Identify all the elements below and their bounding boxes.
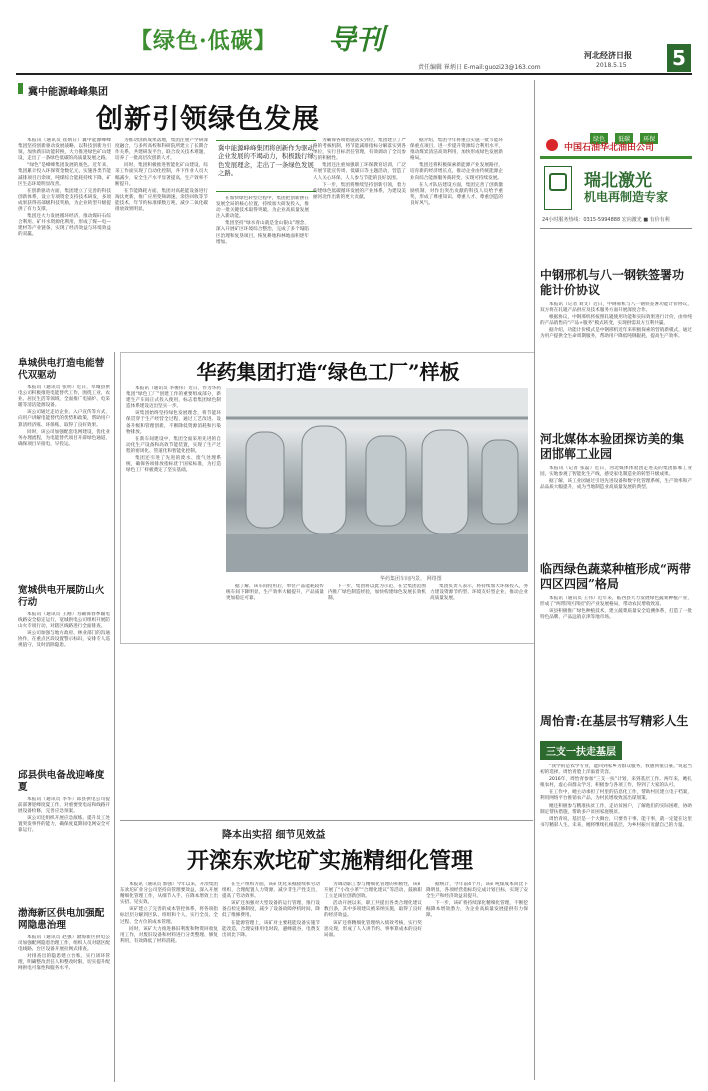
right-article-2-body: 本报讯（记者 张磊）近日，河北媒体体验团走进美的集团邯郸工业园，实地参观了智能化生产线，感受家电制造业的转型升级成果。 据了解，该工业园通过引进先进设备和数字化管理系统，生产效率和产品品质大幅提升，成为当地制造业高质量发展的典型。 [540,466,692,491]
masthead [0,0,708,80]
ad-tag: 环保 [640,133,658,144]
right-article-5-body: “我学的是农学专业，能回到家乡为群众服务，我感到很自豪。”说起当初的选择，周怡青脸上洋溢着笑容。 2016年，周怡青参加“三支一扶”计划，来到基层工作。两年来，她扎根农村，虚心向群众学习，积极参与各项工作，得到了大家的认可。 在工作中，她主动承担了村里的信息化工作，帮助村民建立电子档案，利用网络平台推销农产品，为村民增收致富出谋划策。 她还积极参与精准扶贫工作，走访贫困户，了解他们的实际困难，协助制定帮扶措施，帮助多户贫困家庭脱贫。 周怡青说，基层是一个大舞台，只要肯干事、能干事，就一定能在这里书写精彩人生。未来，她将继续扎根基层，为乡村振兴贡献自己的力量。 [540,764,692,828]
factory-body-4: 集团负责人表示，将持续加大环保投入，努力建设资源节约型、环境友好型企业，推动企业高质量发展。 [430,584,528,602]
ad-contact: 24小时服务热线：0315-5994888 宏向激光 ■ 有价有利 [542,217,670,223]
left-article-3-body: 本报讯（通讯员 李华）邱县供电公司提前部署迎峰度夏工作，对重要变电站和线路开展设备检修，完善应急预案。 该公司还组织开展应急演练，提升员工处置突发事件的能力，确保度夏期间电网安全可靠运行。 [18,797,110,834]
pullquote-text: 冀中能源峰峰集团将创新作为驱动企业发展的不竭动力，积极践行绿色发展理念，走出了一条绿色发展之路。 [218,144,314,178]
kicker-bar [18,83,23,94]
editor-line: 责任编辑 崔炳日 E-mail:guozi23@163.com [418,64,541,71]
left-divider [114,352,115,1082]
factory-photo-art [226,388,528,572]
ad-tag: 绿色 [590,133,608,144]
petrochina-logo [546,139,558,151]
right-article-3-title: 临西绿色蔬菜种植形成“两带四区四园”格局 [540,562,691,591]
ad-bottom-rule [540,228,692,229]
lead-body-5: 据介绍，集团今年将重点实施一批节能环保重点项目，进一步提升资源综合利用水平，推动煤炭清洁高效利用，加快形成绿色发展新格局。 集团还将积极探索新能源产业发展路径，培育新的经济增长点，推动企业由传统能源企业向综合能源服务商转变，实现可持续发展。 在人才队伍建设方面，集团完善了创新激励机制，对作出突出贡献的科技人员给予重奖，形成了尊重知识、尊重人才、尊重创造的良好风气。 [410,138,503,206]
paper-name: 河北经济日报 [584,50,632,60]
left-article-2-body: 本报讯（通讯员 王刚）为确保春季输电线路安全稳定运行，宽城供电公司组织开展防山火专项行动，对辖区线路进行全面排查。 该公司加强与地方政府、林业部门的沟通协作，在重点区段设置警示标识，安排专人巡视值守，及时消除隐患。 [18,612,110,649]
kaiyu-body-4: 据统计，今年前4个月，该矿吨煤成本同比下降明显，各项经营指标均完成计划目标，实现了安全生产和经济效益双提升。 下一步，该矿将持续深化精细化管理，不断挖掘降本增效潜力，为企业高质量发展提供有力保障。 [426,882,528,919]
kaiyu-kicker-text: 降本出实招 细节见效益 [222,830,326,841]
left-article-2 [18,585,110,740]
left-article-1 [18,358,110,545]
left-article-4 [18,908,110,1075]
right-article-4-title: 周怡青:在基层书写精彩人生 [540,714,689,728]
section-banner: 【绿色·低碳】 [130,28,277,54]
factory-caption: 华药集团车间内景。 网络图 [380,576,442,582]
right-article-5 [540,740,692,1084]
ruibei-logo [544,166,572,210]
ruibei-logo-mark [549,173,567,191]
left-article-2-title: 宽城供电开展防山火行动 [18,585,105,608]
right-article-1-body: 本报讯（记者 刘文）近日，中钢邢机与八一钢铁签署功能计价协议，双方将在轧辊产品供应及技术服务方面开展深度合作。 根据协议，中钢邢机将按照轧辊使用功能和实际效果进行计价，由单纯的产品销售向“产品+服务”模式转变，实现供需双方互利共赢。 据介绍，功能计价模式是中钢邢机近年来积极探索的营销新模式，通过为用户提供全生命周期服务，帮助用户降低吨钢辊耗，提高生产效率。 [540,302,692,340]
lead-body-2: 为推动创新成果落地，集团注重产学研深度融合，与多所高校和科研院所建立了长期合作关系，共建研发平台，联合攻关技术难题，培养了一批高层次创新人才。 同时，集团积极推进智能化矿山建设，综采工作面实现了自动化控制，井下作业人员大幅减少，安全生产水平显著提高，生产效率不断提升。 在节能降耗方面，集团对高耗能设备进行淘汰更新，推广应用变频调速、余热回收等节能技术，年节约标准煤数万吨，减少二氧化碳排放效果明显。 [115,138,208,213]
left-article-1-body: 本报讯（通讯员 张明）近日，阜城县供电公司积极推进电能替代工作，围绕工业、农业、居民生活等领域，全面推广电锅炉、电采暖等清洁能源设备。 该公司通过走访企业、入户宣传等方式，向用户讲解电能替代的优势和政策，帮助用户算清经济账、环保账，取得了良好效果。 同时，该公司加强配套电网建设，优化业务办理流程，为电能替代项目开辟绿色通道，确保项目早接电、早投运。 [18,385,110,447]
right-article-1 [540,268,692,432]
lead-body-3: 在加快绿色转型过程中，集团把创新摆在发展全局的核心位置，持续加大研发投入，推动一批关键技术取得突破，为企业高质量发展注入新动能。 集团坚持“绿水青山就是金山银山”理念，深入开展矿区环境综合整治，完成了多个塌陷区治理和复垦项目，恢复耕地和林地面积逐年增加。 [216,196,309,245]
lead-pullquote [216,140,316,192]
ad-banner-band [540,156,692,159]
page-number: 5 [667,44,691,72]
right-article-1-title: 中钢邢机与八一钢铁签署功能计价协议 [540,268,685,297]
factory-title: 华药集团打造“绿色工厂”样板 [196,360,460,384]
right-article-2 [540,432,692,552]
lead-body-4: 为确保各项措施落实到位，集团建立了严格的考核机制，将节能减排指标分解落实到各单位，实行目标责任管理，有效调动了全员参与的积极性。 集团还注重加强职工环保教育培训，广泛开展节能宣传周、低碳日等主题活动，营造了人人关心环保、人人参与节能的良好氛围。 下一步，集团将继续坚持创新引领，着力构建绿色低碳循环发展的产业体系，为建设美丽河北作出新的更大贡献。 [313,138,406,200]
right-divider [534,80,535,1080]
factory-photo [226,388,528,572]
kaiyu-body-1: 本报讯（通讯员 郭强）今年以来，开滦集团东欢坨矿业分公司坚持向管理要效益，深入开展精细化管理工作，从细节入手，在降本增效上出实招、见实效。 该矿建立了完善的成本管控体系，将各项指标层层分解到区队、班组和个人，实行全员、全过程、全方位的成本管理。 同时，该矿大力推进修旧利废和物资回收复用工作，对废旧设备和材料进行分类整理、修复利用，有效降低了材料消耗。 [120,882,218,944]
kaiyu-body-2: 在生产组织方面，该矿优化采掘接续和劳动组织，合理配置人力资源，减少非生产性支出，提高了劳动效率。 该矿还加强对大型设备的运行管理，推行设备点检定修制度，减少了设备故障停机时间，降低了维修费用。 在能源管理上，该矿对主要耗能设备实施节能改造，合理安排用电时段，避峰就谷，电费支出同比下降。 [222,882,320,938]
right-article-5-title: 三支一扶走基层 [540,741,622,760]
left-article-3-title: 邱县供电备战迎峰度夏 [18,770,105,793]
factory-body-1: 本报讯（通讯员 李俊伟）近日，作为华药集团“绿色工厂”创建工作的重要组成部分，新建生产车间正式投入使用，标志着集团绿色制造体系建设迈出坚实一步。 该集团始终坚持绿色发展理念，将节能环保贯穿于生产经营全过程，通过工艺改进、设备升级和管理创新，不断降低资源消耗和污染物排放。 在新车间建设中，集团全面采用先进的自动化生产设备和高效节能装置，实现了生产过程的密闭化、管道化和智能化控制。 集团还引进了先进的废水、废气处理系统，确保各项排放指标优于国家标准，为打造绿色工厂样板奠定了坚实基础。 [126,386,221,474]
ad-company: 中国石油华北油田公司 [564,143,655,153]
kaiyu-body-3: 为调动职工参与精细化管理的积极性，该矿开展了“小改小革”“合理化建议”等活动，鼓励职工立足岗位创新创效。 活动开展以来，职工共提出各类合理化建议数百条，其中多项建议被采纳实施，取得了良好的经济效益。 该矿还将精细化管理纳入绩效考核，实行奖惩兑现，形成了人人讲节约、事事算成本的良好局面。 [324,882,422,938]
kaiyu-title: 开滦东欢坨矿实施精细化管理 [186,848,473,874]
lead-body-1: 本报讯（通讯员 崔炳日）冀中能源峰峰集团坚持创新驱动发展战略，以科技创新为引领，加快新旧动能转换，大力推进绿色矿山建设，走出了一条绿色低碳的高质量发展之路。 “绿色”是峰峰集团发展的底色。近年来，集团累计投入环保资金数亿元，实施各类节能减排项目百余项，吨煤综合能耗持续下降，矿区生态环境明显改善。 在创新驱动方面，集团建立了完善的科技创新体系，设立专项资金支持技术研发，多项成果获得省部级科技奖励，为企业转型升级提供了有力支撑。 集团还大力发展循环经济，推动煤矸石综合利用、矿井水资源化利用，形成了煤—电—建材等产业链条，实现了经济效益与环境效益的双赢。 [18,138,111,238]
ad-tag: 低碳 [615,133,633,144]
masthead-rule [16,73,692,75]
issue-date: 2018.5.15 [596,62,627,69]
factory-body-3: 下一步，集团将以此为示范，在全集团范围内推广绿色制造经验，加快构建绿色发展长效机制。 [328,584,426,602]
lead-title: 创新引领绿色发展 [96,104,320,135]
ad-brand: 瑞北激光 [584,171,652,191]
left-article-4-body: 本报讯（通讯员 赵强）渤海新区供电公司加强配网隐患治理工作，组织人员对辖区配电线路、台区设备开展拉网式排查。 对排查出的隐患建立台账，实行闭环管理，明确整改责任人和整改时限，切实提升配网供电可靠性和服务水平。 [18,935,110,972]
left-article-3 [18,770,110,881]
lead-kicker: 冀中能源峰峰集团 [28,87,108,98]
ad-slogan: 机电再制造专家 [584,190,669,204]
right-article-3-body: 本报讯（通讯员 王伟）近年来，临西县大力发展绿色蔬菜种植产业，形成了“两带四区四园”的产业发展格局，带动农民增收致富。 该县积极推广绿色种植技术，建立蔬菜质量安全追溯体系，打造了一批特色品牌，产品远销京津等地市场。 [540,596,692,621]
ad-block [540,80,692,252]
kan-title: 导刊 [328,23,385,56]
kaiyu-top-rule [120,820,533,821]
right-article-2-title: 河北媒体本验团探访美的集团邯郸工业园 [540,432,685,461]
left-article-1-title: 阜城供电打造电能替代双驱动 [18,358,105,381]
right-article-3 [540,562,692,682]
left-article-4-title: 渤海新区供电加强配网隐患治理 [18,908,105,931]
factory-body-2: 据了解，该车间投用后，单位产品能耗较传统车间下降明显，生产效率大幅提升，产品质量更加稳定可靠。 [226,584,324,602]
